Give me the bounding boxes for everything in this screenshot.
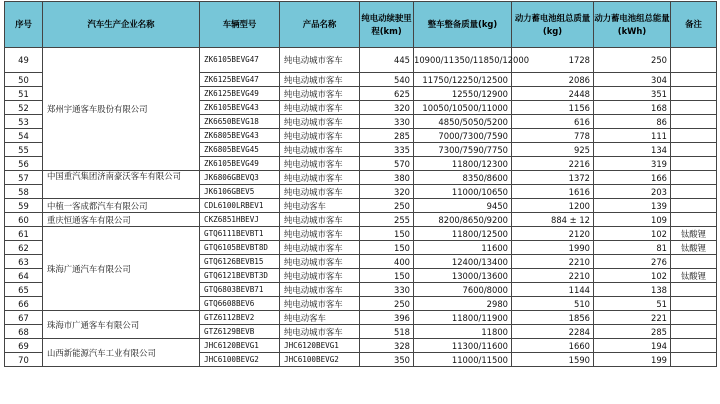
cell-battery-mass: 2120 bbox=[512, 227, 594, 241]
cell-product: 纯电动城市客车 bbox=[280, 283, 360, 297]
cell-mass: 10900/11350/11850/12000 bbox=[414, 48, 512, 73]
cell-battery-mass: 1200 bbox=[512, 199, 594, 213]
cell-mass: 11750/12250/12500 bbox=[414, 73, 512, 87]
cell-battery-energy: 168 bbox=[594, 101, 671, 115]
cell-product: 纯电动城市客车 bbox=[280, 48, 360, 73]
cell-note bbox=[671, 311, 717, 325]
cell-model: ZK6125BEVG49 bbox=[200, 87, 280, 101]
cell-note bbox=[671, 171, 717, 185]
cell-battery-mass: 1156 bbox=[512, 101, 594, 115]
cell-no: 57 bbox=[5, 171, 43, 185]
cell-range: 250 bbox=[360, 297, 414, 311]
cell-maker: 郑州宇通客车股份有限公司 bbox=[43, 48, 200, 171]
table-row bbox=[5, 311, 717, 325]
cell-model: JK6106GBEV5 bbox=[200, 185, 280, 199]
cell-battery-energy: 134 bbox=[594, 143, 671, 157]
cell-battery-mass: 1372 bbox=[512, 171, 594, 185]
cell-battery-mass: 2448 bbox=[512, 87, 594, 101]
cell-product: 纯电动城市客车 bbox=[280, 297, 360, 311]
cell-range: 445 bbox=[360, 48, 414, 73]
cell-model: ZK6125BEVG47 bbox=[200, 73, 280, 87]
header-model: 车辆型号 bbox=[200, 2, 280, 48]
cell-no: 60 bbox=[5, 213, 43, 227]
cell-model: GTZ6129BEVB bbox=[200, 325, 280, 339]
cell-range: 150 bbox=[360, 241, 414, 255]
cell-battery-energy: 276 bbox=[594, 255, 671, 269]
cell-maker: 中植一客成都汽车有限公司 bbox=[43, 199, 200, 213]
cell-note: 钛酸锂 bbox=[671, 269, 717, 283]
cell-product: 纯电动城市客车 bbox=[280, 115, 360, 129]
cell-no: 70 bbox=[5, 353, 43, 367]
cell-range: 400 bbox=[360, 255, 414, 269]
cell-product: 纯电动城市客车 bbox=[280, 213, 360, 227]
cell-battery-mass: 1728 bbox=[512, 48, 594, 73]
cell-note bbox=[671, 48, 717, 73]
cell-range: 150 bbox=[360, 227, 414, 241]
cell-maker: 珠海市广通客车有限公司 bbox=[43, 311, 200, 339]
cell-no: 59 bbox=[5, 199, 43, 213]
cell-range: 380 bbox=[360, 171, 414, 185]
cell-no: 66 bbox=[5, 297, 43, 311]
cell-range: 320 bbox=[360, 185, 414, 199]
cell-range: 255 bbox=[360, 213, 414, 227]
header-range: 纯电动续驶里程(km) bbox=[360, 2, 414, 48]
cell-mass: 11800 bbox=[414, 325, 512, 339]
cell-battery-mass: 2086 bbox=[512, 73, 594, 87]
cell-note bbox=[671, 199, 717, 213]
cell-mass: 7300/7590/7750 bbox=[414, 143, 512, 157]
cell-model: ZK6805BEVG43 bbox=[200, 129, 280, 143]
cell-note bbox=[671, 129, 717, 143]
cell-battery-mass: 616 bbox=[512, 115, 594, 129]
cell-product: 纯电动城市客车 bbox=[280, 101, 360, 115]
cell-no: 56 bbox=[5, 157, 43, 171]
cell-model: GTQ6121BEVBT3D bbox=[200, 269, 280, 283]
cell-mass: 12550/12900 bbox=[414, 87, 512, 101]
cell-no: 49 bbox=[5, 48, 43, 73]
cell-battery-energy: 111 bbox=[594, 129, 671, 143]
cell-battery-mass: 884 ± 12 bbox=[512, 213, 594, 227]
cell-no: 69 bbox=[5, 339, 43, 353]
cell-battery-mass: 2210 bbox=[512, 255, 594, 269]
cell-maker: 重庆恒通客车有限公司 bbox=[43, 213, 200, 227]
cell-range: 350 bbox=[360, 353, 414, 367]
cell-model: JHC6100BEVG2 bbox=[200, 353, 280, 367]
cell-note bbox=[671, 325, 717, 339]
cell-note bbox=[671, 157, 717, 171]
cell-note bbox=[671, 353, 717, 367]
cell-product: 纯电动城市客车 bbox=[280, 129, 360, 143]
cell-mass: 7000/7300/7590 bbox=[414, 129, 512, 143]
cell-range: 570 bbox=[360, 157, 414, 171]
cell-note bbox=[671, 143, 717, 157]
cell-battery-mass: 1144 bbox=[512, 283, 594, 297]
header-note: 备注 bbox=[671, 2, 717, 48]
cell-note: 钛酸锂 bbox=[671, 227, 717, 241]
cell-no: 67 bbox=[5, 311, 43, 325]
cell-battery-energy: 51 bbox=[594, 297, 671, 311]
cell-range: 518 bbox=[360, 325, 414, 339]
cell-model: CKZ6851HBEVJ bbox=[200, 213, 280, 227]
cell-no: 68 bbox=[5, 325, 43, 339]
cell-no: 54 bbox=[5, 129, 43, 143]
cell-mass: 4850/5050/5200 bbox=[414, 115, 512, 129]
cell-battery-energy: 199 bbox=[594, 353, 671, 367]
cell-mass: 10050/10500/11000 bbox=[414, 101, 512, 115]
cell-model: JK6806GBEVQ3 bbox=[200, 171, 280, 185]
cell-mass: 11600 bbox=[414, 241, 512, 255]
cell-battery-energy: 109 bbox=[594, 213, 671, 227]
cell-battery-energy: 351 bbox=[594, 87, 671, 101]
cell-range: 540 bbox=[360, 73, 414, 87]
cell-battery-mass: 925 bbox=[512, 143, 594, 157]
cell-model: CDL6100LRBEV1 bbox=[200, 199, 280, 213]
cell-model: ZK6805BEVG45 bbox=[200, 143, 280, 157]
cell-product: 纯电动城市客车 bbox=[280, 185, 360, 199]
cell-battery-mass: 2284 bbox=[512, 325, 594, 339]
cell-battery-energy: 319 bbox=[594, 157, 671, 171]
cell-note bbox=[671, 73, 717, 87]
cell-product: 纯电动城市客车 bbox=[280, 171, 360, 185]
header-battery-mass: 动力蓄电池组总质量(kg) bbox=[512, 2, 594, 48]
cell-battery-energy: 166 bbox=[594, 171, 671, 185]
cell-mass: 12400/13400 bbox=[414, 255, 512, 269]
table-row bbox=[5, 199, 717, 213]
cell-note bbox=[671, 185, 717, 199]
cell-product: 纯电动城市客车 bbox=[280, 269, 360, 283]
cell-battery-energy: 194 bbox=[594, 339, 671, 353]
cell-product: 纯电动城市客车 bbox=[280, 255, 360, 269]
header-no: 序号 bbox=[5, 2, 43, 48]
cell-battery-mass: 778 bbox=[512, 129, 594, 143]
cell-product: 纯电动客车 bbox=[280, 199, 360, 213]
cell-range: 330 bbox=[360, 283, 414, 297]
cell-no: 62 bbox=[5, 241, 43, 255]
cell-battery-energy: 304 bbox=[594, 73, 671, 87]
table-row bbox=[5, 227, 717, 241]
cell-no: 65 bbox=[5, 283, 43, 297]
cell-battery-mass: 1990 bbox=[512, 241, 594, 255]
cell-model: GTQ6126BEVB15 bbox=[200, 255, 280, 269]
cell-model: GTQ6105BEVBT8D bbox=[200, 241, 280, 255]
cell-range: 335 bbox=[360, 143, 414, 157]
cell-battery-energy: 138 bbox=[594, 283, 671, 297]
cell-mass: 8200/8650/9200 bbox=[414, 213, 512, 227]
header-product: 产品名称 bbox=[280, 2, 360, 48]
cell-battery-mass: 1660 bbox=[512, 339, 594, 353]
cell-product: 纯电动城市客车 bbox=[280, 241, 360, 255]
cell-product: 纯电动城市客车 bbox=[280, 325, 360, 339]
cell-note bbox=[671, 339, 717, 353]
cell-range: 285 bbox=[360, 129, 414, 143]
vehicle-table bbox=[4, 1, 717, 367]
table-row bbox=[5, 171, 717, 185]
cell-model: ZK6105BEVG47 bbox=[200, 48, 280, 73]
cell-note bbox=[671, 87, 717, 101]
cell-model: ZK6105BEVG43 bbox=[200, 101, 280, 115]
cell-model: GTQ6111BEVBT1 bbox=[200, 227, 280, 241]
cell-mass: 13000/13600 bbox=[414, 269, 512, 283]
cell-mass: 7600/8000 bbox=[414, 283, 512, 297]
cell-battery-energy: 86 bbox=[594, 115, 671, 129]
header-mass: 整车整备质量(kg) bbox=[414, 2, 512, 48]
cell-product: 纯电动客车 bbox=[280, 311, 360, 325]
cell-no: 63 bbox=[5, 255, 43, 269]
cell-mass: 11800/12500 bbox=[414, 227, 512, 241]
cell-range: 396 bbox=[360, 311, 414, 325]
cell-maker: 中国重汽集团济南豪沃客车有限公司 bbox=[43, 171, 200, 199]
cell-no: 55 bbox=[5, 143, 43, 157]
table-row bbox=[5, 213, 717, 227]
cell-note bbox=[671, 115, 717, 129]
cell-note: 钛酸锂 bbox=[671, 241, 717, 255]
cell-mass: 11300/11600 bbox=[414, 339, 512, 353]
cell-battery-mass: 2210 bbox=[512, 269, 594, 283]
cell-mass: 2980 bbox=[414, 297, 512, 311]
cell-no: 61 bbox=[5, 227, 43, 241]
cell-product: 纯电动城市客车 bbox=[280, 87, 360, 101]
cell-model: ZK6105BEVG49 bbox=[200, 157, 280, 171]
header-maker: 汽车生产企业名称 bbox=[43, 2, 200, 48]
cell-battery-energy: 139 bbox=[594, 199, 671, 213]
cell-product: 纯电动城市客车 bbox=[280, 157, 360, 171]
cell-mass: 11800/12300 bbox=[414, 157, 512, 171]
cell-model: GTQ6608BEV6 bbox=[200, 297, 280, 311]
cell-no: 64 bbox=[5, 269, 43, 283]
cell-battery-energy: 102 bbox=[594, 227, 671, 241]
table-row bbox=[5, 339, 717, 353]
cell-battery-energy: 81 bbox=[594, 241, 671, 255]
cell-mass: 9450 bbox=[414, 199, 512, 213]
cell-note bbox=[671, 297, 717, 311]
cell-no: 52 bbox=[5, 101, 43, 115]
cell-battery-energy: 203 bbox=[594, 185, 671, 199]
cell-range: 625 bbox=[360, 87, 414, 101]
cell-battery-energy: 221 bbox=[594, 311, 671, 325]
cell-range: 150 bbox=[360, 269, 414, 283]
header-battery-energy: 动力蓄电池组总能量(kWh) bbox=[594, 2, 671, 48]
cell-battery-mass: 1590 bbox=[512, 353, 594, 367]
cell-range: 320 bbox=[360, 101, 414, 115]
cell-model: ZK6650BEVG18 bbox=[200, 115, 280, 129]
cell-note bbox=[671, 213, 717, 227]
cell-mass: 11000/10650 bbox=[414, 185, 512, 199]
cell-note bbox=[671, 101, 717, 115]
cell-maker: 珠海广通汽车有限公司 bbox=[43, 227, 200, 311]
cell-range: 328 bbox=[360, 339, 414, 353]
cell-battery-mass: 2216 bbox=[512, 157, 594, 171]
header-row bbox=[5, 2, 717, 48]
cell-battery-mass: 510 bbox=[512, 297, 594, 311]
cell-no: 53 bbox=[5, 115, 43, 129]
cell-note bbox=[671, 255, 717, 269]
cell-product: JHC6120BEVG1 bbox=[280, 339, 360, 353]
cell-battery-energy: 102 bbox=[594, 269, 671, 283]
cell-mass: 11800/11900 bbox=[414, 311, 512, 325]
cell-battery-energy: 285 bbox=[594, 325, 671, 339]
cell-product: JHC6100BEVG2 bbox=[280, 353, 360, 367]
cell-mass: 11000/11500 bbox=[414, 353, 512, 367]
cell-product: 纯电动城市客车 bbox=[280, 143, 360, 157]
cell-range: 250 bbox=[360, 199, 414, 213]
cell-no: 50 bbox=[5, 73, 43, 87]
cell-model: GTQ6803BEVB71 bbox=[200, 283, 280, 297]
cell-maker: 山西新能源汽车工业有限公司 bbox=[43, 339, 200, 367]
cell-no: 58 bbox=[5, 185, 43, 199]
cell-no: 51 bbox=[5, 87, 43, 101]
cell-product: 纯电动城市客车 bbox=[280, 73, 360, 87]
cell-note bbox=[671, 283, 717, 297]
cell-battery-energy: 250 bbox=[594, 48, 671, 73]
cell-battery-mass: 1616 bbox=[512, 185, 594, 199]
cell-model: JHC6120BEVG1 bbox=[200, 339, 280, 353]
cell-model: GTZ6112BEV2 bbox=[200, 311, 280, 325]
cell-battery-mass: 1856 bbox=[512, 311, 594, 325]
cell-range: 330 bbox=[360, 115, 414, 129]
table-row bbox=[5, 48, 717, 73]
cell-product: 纯电动城市客车 bbox=[280, 227, 360, 241]
cell-mass: 8350/8600 bbox=[414, 171, 512, 185]
